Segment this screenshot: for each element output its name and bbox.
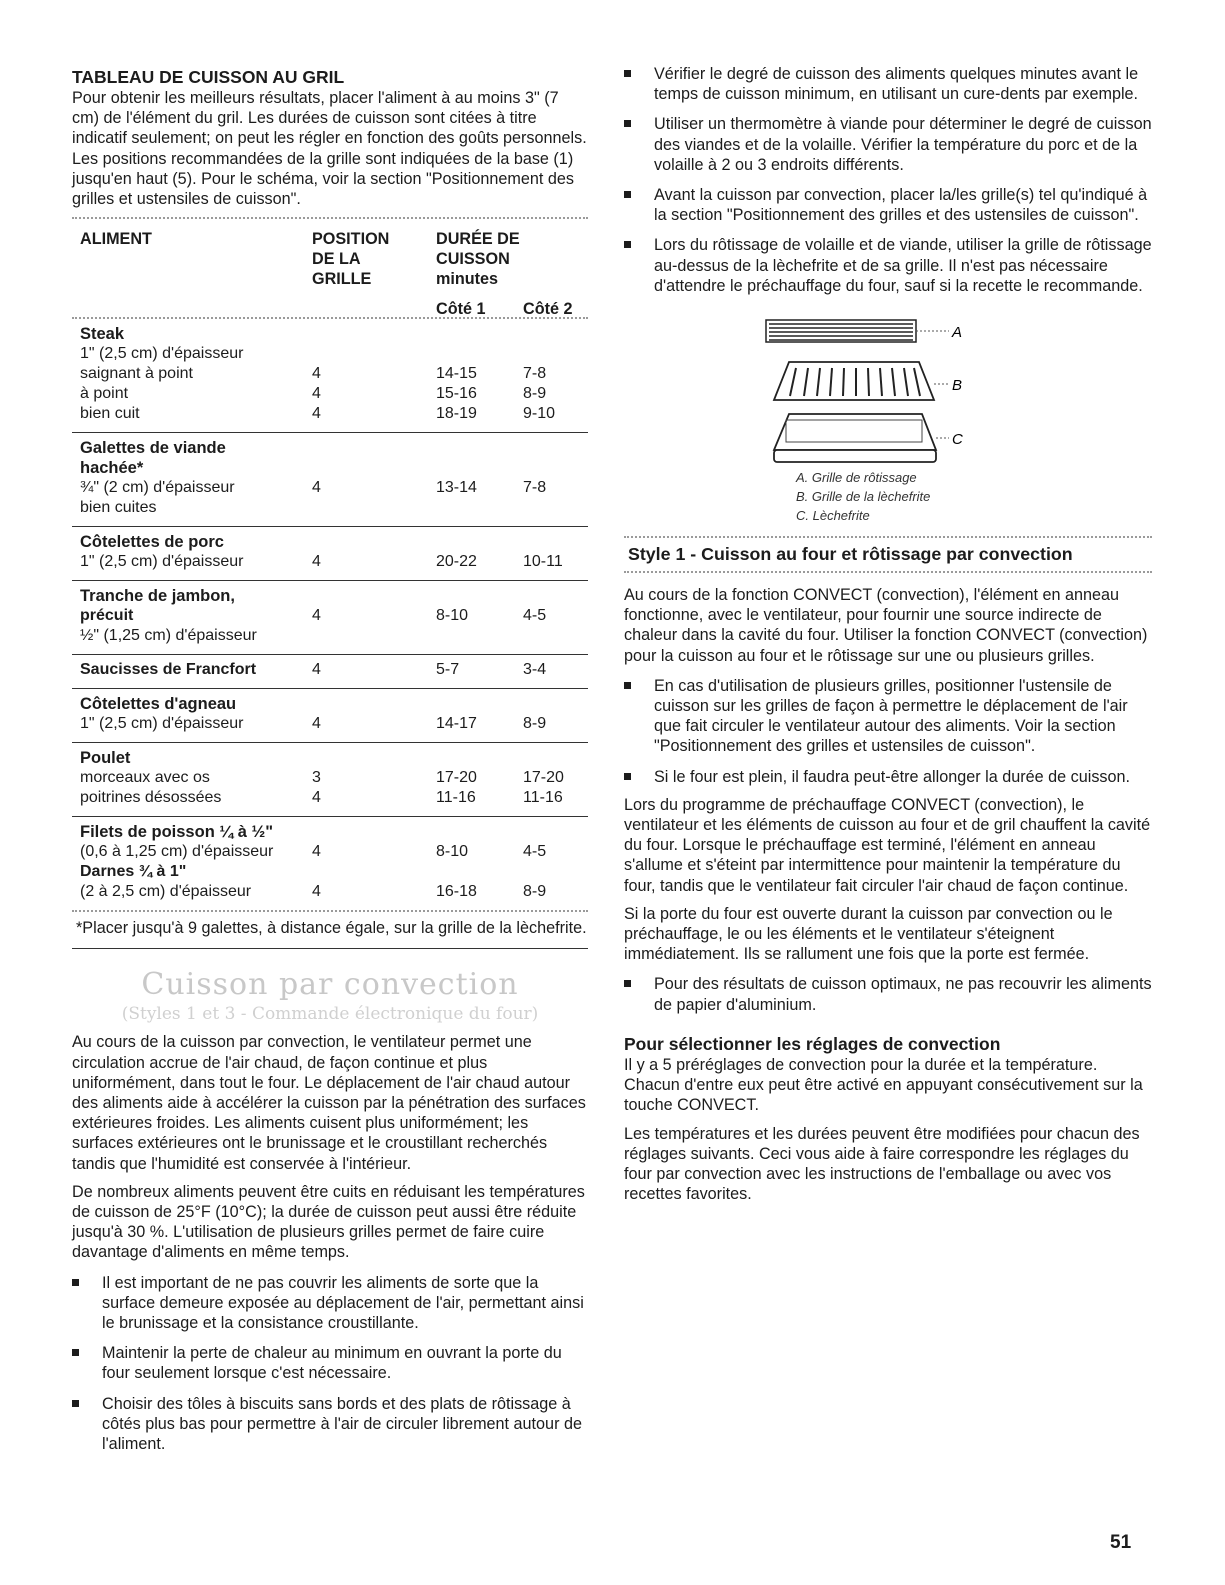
- table-cell: 4: [312, 479, 321, 497]
- table-row: [72, 384, 588, 404]
- table-cell: 20-22: [436, 553, 477, 571]
- table-row: [72, 660, 588, 680]
- table-cell: 16-18: [436, 883, 477, 901]
- style-1-heading: Style 1 - Cuisson au four et rôtissage par convection: [628, 544, 1073, 565]
- convection-bullets: [72, 1273, 588, 1455]
- table-cell: 4: [312, 843, 321, 861]
- table-row: [72, 842, 588, 862]
- table-cell: 14-17: [436, 715, 477, 733]
- table-group: [72, 527, 588, 580]
- table-cell: à point: [80, 385, 129, 403]
- table-cell: 17-20: [436, 769, 477, 787]
- broil-intro: Pour obtenir les meilleurs résultats, placer l'aliment à au moins 3" (7 cm) de l'élément du gril. Les durées de cuisson sont citées à titre indicatif seulement; on peut les régler en fonction des goûts personnels. Les positions recommandées de la grille sont indiquées de la base (1) jusqu'en haut (5). Pour le schéma, voir la section "Positionnement des grilles et ustensiles de cuisson".: [72, 89, 587, 209]
- broiler-pan-icon: [774, 414, 949, 462]
- table-group: [72, 433, 588, 526]
- table-cell: 8-9: [523, 883, 547, 901]
- list-item: Maintenir la perte de chaleur au minimum en ouvrant la porte du four seulement lorsque c'est nécessaire.: [72, 1343, 588, 1383]
- list-item: Avant la cuisson par convection, placer la/les grille(s) tel qu'indiqué à la section "Positionnement des grilles et des ustensiles de cuisson".: [624, 185, 1152, 225]
- table-cell: 9-10: [523, 405, 556, 423]
- table-group: [72, 689, 588, 742]
- list-item: Si le four est plein, il faudra peut-être allonger la durée de cuisson.: [624, 767, 1152, 787]
- table-cell: bien cuit: [80, 405, 140, 423]
- table-cell: 4: [312, 661, 321, 679]
- table-cell: (2 à 2,5 cm) d'épaisseur: [80, 883, 252, 901]
- table-cell: 4: [312, 883, 321, 901]
- group-title: Steak: [80, 325, 125, 344]
- convection-title: Cuisson par convection: [141, 967, 519, 1003]
- style-1-paragraph-3: Si la porte du four est ouverte durant la cuisson par convection ou le préchauffage, le ou les éléments et le ventilateur s'éteignent immédiatement. Ils se rallument une fois que la porte est fermée.: [624, 904, 1113, 964]
- figure-label-c: C: [952, 431, 963, 449]
- style-1-paragraph-2: Lors du programme de préchauffage CONVECT (convection), le ventilateur et les éléments de cuisson au four et de gril chauffent la cavité du four. Lorsque le préchauffage est terminé, l'élément en anneau s'allume et s'éteint par intermittence pour maintenir la température du four, tandis que le ventilateur fait circuler l'air chaud de façon continue.: [624, 795, 1151, 895]
- list-item: Choisir des tôles à biscuits sans bords et des plats de rôtissage à côtés plus bas pour permettre à l'air de circuler librement autour de l'aliment.: [72, 1394, 588, 1455]
- table-cell: saignant à point: [80, 365, 193, 383]
- broiler-grid-icon: [774, 362, 949, 400]
- table-row: [72, 404, 588, 424]
- broil-chart-title: TABLEAU DE CUISSON AU GRIL: [72, 67, 345, 87]
- table-cell: 8-9: [523, 385, 547, 403]
- list-item: En cas d'utilisation de plusieurs grilles, positionner l'ustensile de cuisson sur les grilles de façon à permettre le déplacement de l'air que fait circuler le ventilateur autour des aliments. Voir la section "Positionnement des grilles et ustensiles de cuisson".: [624, 676, 1152, 757]
- table-group: [72, 655, 588, 688]
- table-cell: 1" (2,5 cm) d'épaisseur: [80, 345, 244, 363]
- table-cell: 8-9: [523, 715, 547, 733]
- convection-settings-heading: Pour sélectionner les réglages de convection: [624, 1033, 1001, 1054]
- table-row: [72, 498, 588, 518]
- list-item: Il est important de ne pas couvrir les aliments de sorte que la surface demeure exposée au déplacement de l'air, permettant ainsi le brunissage et la consistance croustillante.: [72, 1273, 588, 1334]
- caption-a: A. Grille de rôtissage: [796, 470, 917, 486]
- table-row: [72, 788, 588, 808]
- table-cell: morceaux avec os: [80, 769, 210, 787]
- divider: [72, 948, 588, 949]
- table-row: [72, 768, 588, 788]
- table-cell: bien cuites: [80, 499, 157, 517]
- table-cell: 11-16: [523, 789, 563, 807]
- table-row: [72, 882, 588, 902]
- table-cell: 4: [312, 607, 321, 625]
- table-group: [72, 319, 588, 432]
- figure-label-a: A: [952, 324, 963, 342]
- table-cell: 5-7: [436, 661, 460, 679]
- table-cell: poitrines désossées: [80, 789, 222, 807]
- style-1-bullets: [624, 676, 1152, 787]
- table-cell: 15-16: [436, 385, 477, 403]
- table-cell: 4: [312, 365, 321, 383]
- page-number: 51: [1110, 1532, 1132, 1553]
- right-column: [624, 60, 1152, 1204]
- style-1-paragraph-1: Au cours de la fonction CONVECT (convection), l'élément en anneau fonctionne, avec le ventilateur, pour fournir une source indirecte de chaleur dans la cavité du four. Utiliser la fonction CONVECT (convection) pour la cuisson au four et le rôtissage sur une ou plusieurs grilles.: [624, 586, 1148, 665]
- divider: [72, 910, 588, 912]
- broiler-pan-figure: [624, 310, 1152, 522]
- col-side-2: Côté 2: [523, 300, 573, 319]
- group-title: Filets de poisson ¼ à ½": [80, 823, 274, 842]
- table-cell: 11-16: [436, 789, 476, 807]
- group-title: Galettes de viande: [80, 439, 226, 458]
- group-title: Poulet: [80, 749, 131, 768]
- table-cell: 4: [312, 789, 321, 807]
- list-item: Utiliser un thermomètre à viande pour déterminer le degré de cuisson des viandes et de la volaille. Vérifier la température du porc et de la volaille à 2 ou 3 endroits différents.: [624, 114, 1152, 175]
- group-title: Tranche de jambon,: [80, 587, 235, 606]
- table-row: [72, 862, 588, 882]
- table-row: [72, 364, 588, 384]
- convection-subtitle: (Styles 1 et 3 - Commande électronique du four): [121, 1004, 539, 1025]
- divider: [72, 217, 588, 219]
- table-cell: 10-11: [523, 553, 563, 571]
- list-item: Pour des résultats de cuisson optimaux, ne pas recouvrir les aliments de papier d'aluminium.: [624, 974, 1152, 1014]
- table-cell: 3: [312, 769, 321, 787]
- left-column: [72, 60, 588, 1454]
- table-cell: 8-10: [436, 607, 469, 625]
- figure-captions: [796, 468, 930, 525]
- table-cell: 4-5: [523, 607, 547, 625]
- list-item: Vérifier le degré de cuisson des aliments quelques minutes avant le temps de cuisson minimum, en utilisant un cure-dents par exemple.: [624, 64, 1152, 104]
- table-row: [72, 606, 588, 626]
- convection-paragraph-1: Au cours de la cuisson par convection, le ventilateur permet une circulation accrue de l'air chaud, de façon continue et plus uniformément, dans tout le four. Le déplacement de l'air chaud autour des aliments aide à accélérer la cuisson par la pénétration des surfaces extérieures froides. Les aliments cuisent plus uniformément; les surfaces extérieures ont le brunissage et le croustillant recherchés tandis que l'humidité est conservée à l'intérieur.: [72, 1033, 586, 1173]
- table-row: [72, 552, 588, 572]
- table-row: [72, 714, 588, 734]
- settings-paragraph-2: Les températures et les durées peuvent être modifiées pour chacun des réglages suivants. Ceci vous aide à faire correspondre les réglages du four par convection avec les instructions de l'emballage ou avec vos recettes favorites.: [624, 1124, 1140, 1204]
- col-aliment: ALIMENT: [80, 230, 152, 249]
- col-duree: DURÉE DE CUISSON minutes: [436, 230, 520, 289]
- table-cell: 4: [312, 385, 321, 403]
- table-cell: (0,6 à 1,25 cm) d'épaisseur: [80, 843, 274, 861]
- table-cell: Darnes ¾ à 1": [80, 863, 187, 881]
- group-title: Côtelettes d'agneau: [80, 695, 237, 714]
- table-cell: 1" (2,5 cm) d'épaisseur: [80, 715, 244, 733]
- group-title: hachée*: [80, 459, 144, 478]
- table-cell: 3-4: [523, 661, 547, 679]
- roasting-rack-icon: [766, 320, 949, 342]
- table-cell: 17-20: [523, 769, 564, 787]
- table-cell: 4-5: [523, 843, 547, 861]
- table-cell: 7-8: [523, 479, 547, 497]
- table-row: [72, 478, 588, 498]
- table-cell: 4: [312, 553, 321, 571]
- col-position: POSITION DE LA GRILLE: [312, 230, 390, 289]
- table-group: [72, 817, 588, 910]
- table-row: [72, 344, 588, 364]
- table-footnote: *Placer jusqu'à 9 galettes, à distance égale, sur la grille de la lèchefrite.: [76, 919, 587, 938]
- broiler-pan-illustration: [624, 310, 1152, 470]
- table-group: [72, 581, 588, 654]
- table-cell: 1" (2,5 cm) d'épaisseur: [80, 553, 244, 571]
- table-cell: 4: [312, 715, 321, 733]
- table-cell: 14-15: [436, 365, 477, 383]
- caption-c: C. Lèchefrite: [796, 508, 870, 524]
- table-cell: 18-19: [436, 405, 477, 423]
- table-header: [72, 229, 588, 317]
- table-cell: Saucisses de Francfort: [80, 661, 257, 679]
- settings-paragraph-1: Il y a 5 préréglages de convection pour la durée et la température. Chacun d'entre eux peut être activé en appuyant consécutivement sur la touche CONVECT.: [624, 1055, 1143, 1115]
- table-row: [72, 626, 588, 646]
- table-cell: 8-10: [436, 843, 469, 861]
- group-title: Côtelettes de porc: [80, 533, 224, 552]
- table-cell: 4: [312, 405, 321, 423]
- divider: [624, 571, 1152, 573]
- broil-table-body: [72, 319, 588, 910]
- style-1-bullets-2: [624, 974, 1152, 1014]
- convection-paragraph-2: De nombreux aliments peuvent être cuits en réduisant les températures de cuisson de 25°F (10°C); la durée de cuisson peut aussi être réduite jusqu'à 30 %. L'utilisation de plusieurs grilles permet de faire cuire davantage d'aliments en même temps.: [72, 1182, 585, 1262]
- table-cell: 7-8: [523, 365, 547, 383]
- table-cell: précuit: [80, 607, 134, 625]
- tips-bullets: [624, 64, 1152, 296]
- table-cell: ¾" (2 cm) d'épaisseur: [80, 479, 235, 497]
- caption-b: B. Grille de la lèchefrite: [796, 489, 931, 505]
- figure-label-b: B: [952, 377, 963, 395]
- list-item: Lors du rôtissage de volaille et de viande, utiliser la grille de rôtissage au-dessus de la lèchefrite et de sa grille. Il n'est pas nécessaire d'attendre le préchauffage du four, sauf si la recette le recommande.: [624, 235, 1152, 296]
- table-cell: 13-14: [436, 479, 477, 497]
- table-group: [72, 743, 588, 816]
- table-cell: ½" (1,25 cm) d'épaisseur: [80, 627, 257, 645]
- col-side-1: Côté 1: [436, 300, 486, 319]
